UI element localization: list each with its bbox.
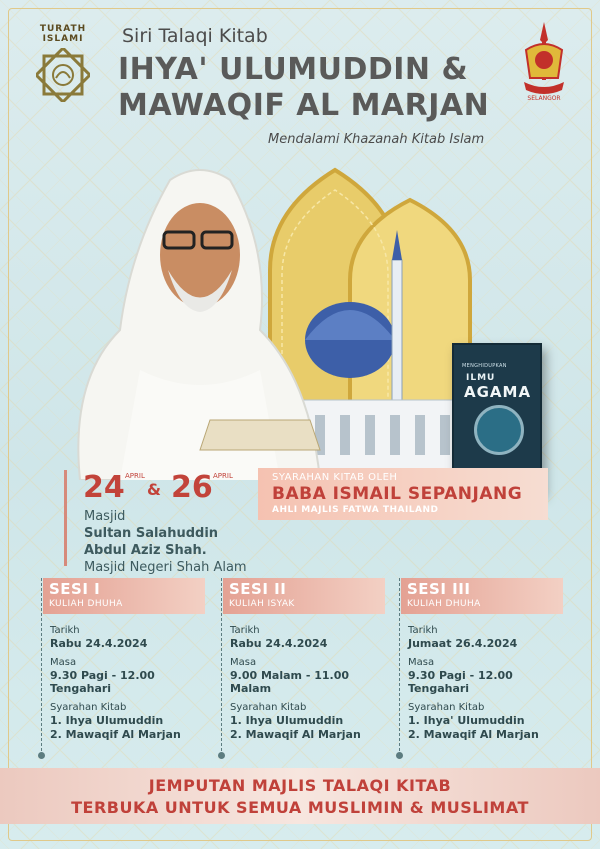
turath-islami-logo: [28, 24, 98, 105]
session-book-1: 1. Ihya Ulumuddin: [230, 714, 344, 727]
invitation-banner: [0, 768, 600, 824]
session-time: 9.00 Malam - 11.00 Malam: [230, 669, 350, 695]
main-title-line1: IHYA' ULUMUDDIN &: [118, 52, 469, 87]
speaker-role: AHLI MAJLIS FATWA THAILAND: [272, 505, 439, 515]
invitation-line2: TERBUKA UNTUK SEMUA MUSLIMIN & MUSLIMAT: [71, 798, 529, 817]
speaker-prefix: SYARAHAN KITAB OLEH: [272, 472, 398, 483]
session-date: Rabu 24.4.2024: [230, 637, 328, 650]
speaker-name: BABA ISMAIL SEPANJANG: [272, 484, 523, 504]
sessions-schedule: [40, 578, 564, 758]
session-name: SESI II: [229, 580, 287, 598]
venue-line2: Sultan Salahuddin: [84, 526, 219, 541]
session-book-2: 2. Mawaqif Al Marjan: [408, 728, 539, 741]
date-ampersand: &: [147, 480, 161, 499]
calligraphy-emblem-icon: [36, 48, 90, 102]
books-label: Syarahan Kitab: [50, 702, 127, 713]
date-day1-month: APRIL: [125, 472, 145, 480]
session-book-2: 2. Mawaqif Al Marjan: [230, 728, 361, 741]
main-title-line2: MAWAQIF AL MARJAN: [118, 88, 490, 123]
venue-line3: Abdul Aziz Shah.: [84, 543, 207, 558]
book-title-line1: ILMU: [466, 373, 496, 383]
venue-line1: Masjid: [84, 509, 126, 524]
session-header: [223, 578, 385, 614]
session-dot-icon: [396, 752, 403, 759]
time-label: Masa: [230, 657, 257, 668]
session-details: [230, 624, 390, 742]
session-card-3: [398, 578, 568, 756]
books-label: Syarahan Kitab: [408, 702, 485, 713]
book-seal-icon: [474, 405, 524, 455]
scholar-portrait: [60, 150, 330, 480]
session-header: [43, 578, 205, 614]
date-day1: 24: [83, 470, 125, 505]
date-day2-month: APRIL: [213, 472, 233, 480]
series-label: Siri Talaqi Kitab: [122, 25, 268, 47]
session-card-1: [40, 578, 210, 756]
date-label: Tarikh: [408, 625, 438, 636]
book-title-line2: AGAMA: [464, 383, 532, 401]
session-divider: [41, 578, 42, 756]
session-details: [50, 624, 210, 742]
session-date: Jumaat 26.4.2024: [408, 637, 518, 650]
session-dot-icon: [38, 752, 45, 759]
time-label: Masa: [408, 657, 435, 668]
brand-line1: TURATH: [39, 24, 87, 34]
date-day2: 26: [171, 470, 213, 505]
invitation-line1: JEMPUTAN MAJLIS TALAQI KITAB: [148, 776, 452, 795]
selangor-crest-icon: [514, 20, 574, 102]
books-label: Syarahan Kitab: [230, 702, 307, 713]
session-divider: [221, 578, 222, 756]
session-name: SESI III: [407, 580, 471, 598]
session-type: KULIAH DHUHA: [49, 599, 123, 609]
session-book-1: 1. Ihya Ulumuddin: [50, 714, 164, 727]
subtitle: Mendalami Khazanah Kitab Islam: [268, 132, 485, 147]
date-label: Tarikh: [230, 625, 260, 636]
session-book-2: 2. Mawaqif Al Marjan: [50, 728, 181, 741]
session-dot-icon: [218, 752, 225, 759]
time-label: Masa: [50, 657, 77, 668]
session-time: 9.30 Pagi - 12.00 Tengahari: [50, 669, 155, 695]
date-label: Tarikh: [50, 625, 80, 636]
session-time: 9.30 Pagi - 12.00 Tengahari: [408, 669, 513, 695]
session-date: Rabu 24.4.2024: [50, 637, 148, 650]
session-details: [408, 624, 568, 742]
venue-line4: Masjid Negeri Shah Alam: [84, 560, 247, 575]
session-type: KULIAH DHUHA: [407, 599, 481, 609]
session-type: KULIAH ISYAK: [229, 599, 295, 609]
venue-block: [84, 508, 247, 576]
book-small-text: MENGHIDUPKAN: [462, 363, 507, 369]
brand-line2: ISLAMI: [42, 34, 84, 44]
session-name: SESI I: [49, 580, 101, 598]
svg-text:SELANGOR: SELANGOR: [527, 95, 561, 102]
session-divider: [399, 578, 400, 756]
session-book-1: 1. Ihya' Ulumuddin: [408, 714, 525, 727]
session-card-2: [220, 578, 390, 756]
session-header: [401, 578, 563, 614]
